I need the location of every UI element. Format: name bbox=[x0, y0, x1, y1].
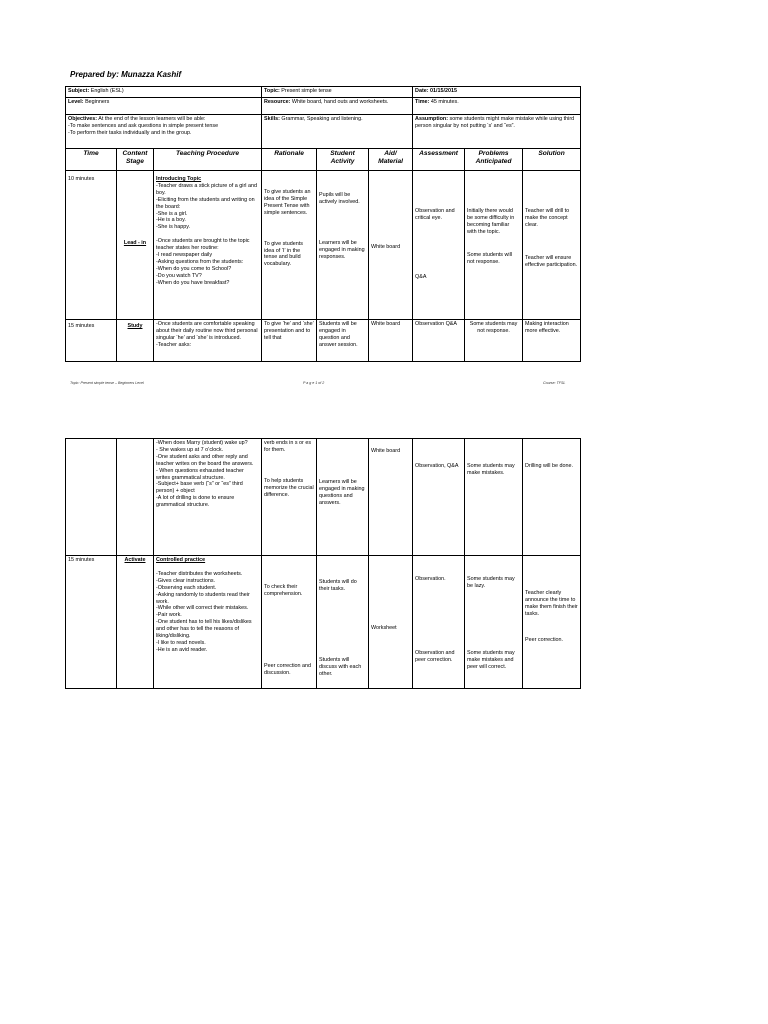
row2-procedure: -Once students are comfortable speaking about their daily routine now third personal singular ‘he’ and ‘she’ is introduced. -Teacher asks: bbox=[154, 320, 262, 362]
row4-activity: Students will do their tasks. Students will discuss with each other. bbox=[317, 556, 369, 689]
row3-assessment: Observation, Q&A bbox=[413, 439, 465, 556]
row2-solution: Making interaction more effective. bbox=[523, 320, 581, 362]
skills-cell: Skills: Grammar, Speaking and listening. bbox=[262, 115, 413, 149]
column-header-row bbox=[66, 149, 581, 171]
lesson-plan-table-page-2 bbox=[65, 438, 581, 689]
resource-cell: Resource: White board, hand outs and worksheets. bbox=[262, 98, 413, 115]
row1-rationale: To give students an idea of the Simple Present Tense with simple sentences. To give students idea of ‘I’ in the tense and build vocabulary. bbox=[262, 171, 317, 320]
row2-aid: White board bbox=[369, 320, 413, 362]
header-solution: Solution bbox=[523, 149, 581, 171]
row1-procedure: Introducing Topic -Teacher draws a stick picture of a girl and boy. -Eliciting from the students and writing on the board: -She is a girl. -He is a boy. -She is happy. -Once students are brought to the topic teacher states her routine: -I read newspaper daily -Asking questions from the students: -When do you come to School? -Do you watch TV? -When do you have breakfast? bbox=[154, 171, 262, 320]
row4-assessment: Observation. Observation and peer correction. bbox=[413, 556, 465, 689]
row4-solution: Teacher clearly announce the time to make them finish their tasks. Peer correction. bbox=[523, 556, 581, 689]
footer-page-number: P a g e 1 of 2 bbox=[303, 381, 325, 385]
row4-stage: Activate bbox=[117, 556, 154, 689]
row3-activity: Learners will be engaged in making questions and answers. bbox=[317, 439, 369, 556]
row1-stage: Lead - in bbox=[117, 171, 154, 320]
row1-problems: Initially there would be some difficulty in becoming familiar with the topic. Some students will not response. bbox=[465, 171, 523, 320]
row2-stage: Study bbox=[117, 320, 154, 362]
header-content-stage: Content Stage bbox=[117, 149, 154, 171]
table-row-study-continued bbox=[66, 439, 581, 556]
row4-time: 15 minutes bbox=[66, 556, 117, 689]
footer-course: Course: TFSL bbox=[543, 381, 566, 385]
assumption-cell: Assumption: some students might make mistake while using third person singular by not putting ‘s’ and “es”. bbox=[413, 115, 581, 149]
row1-time: 10 minutes bbox=[66, 171, 117, 320]
row4-aid: Worksheet bbox=[369, 556, 413, 689]
row3-aid: White board bbox=[369, 439, 413, 556]
date-cell: Date: 01/15/2015 bbox=[413, 87, 581, 98]
topic-cell: Topic: Present simple tense bbox=[262, 87, 413, 98]
row3-solution: Drilling will be done. bbox=[523, 439, 581, 556]
row3-procedure: -When does Marry (student) wake up? - She wakes up at 7 o’clock. -One student asks and other reply and teacher writes on the board the answers. - When questions exhausted teacher writes grammatical structure. -Subject+ base verb (“s” or “es” third person) + object -A lot of drilling is done to ensure grammatical structure. bbox=[154, 439, 262, 556]
row4-procedure: Controlled practice -Teacher distributes the worksheets. -Gives clear instructions. -Observing each student. -Asking randomly to students read their work. -While other will correct their mistakes. -Pair work. -One student has to tell his likes/dislikes and other has to tell the reasons of liking/disliking. -I like to read novels. -He is an avid reader. bbox=[154, 556, 262, 689]
table-row-activate bbox=[66, 556, 581, 689]
row3-time bbox=[66, 439, 117, 556]
lesson-plan-table-page-1 bbox=[65, 86, 581, 362]
prepared-by: Prepared by: Munazza Kashif bbox=[70, 70, 182, 79]
footer-topic: Topic: Present simple tense – Beginners Level bbox=[70, 381, 144, 385]
row2-time: 15 minutes bbox=[66, 320, 117, 362]
table-row-lead-in bbox=[66, 171, 581, 320]
subject-cell: Subject: English (ESL) bbox=[66, 87, 262, 98]
row2-problems: Some students may not response. bbox=[465, 320, 523, 362]
row1-solution: Teacher will drill to make the concept clear. Teacher will ensure effective participation. bbox=[523, 171, 581, 320]
row1-activity: Pupils will be actively involved. Learners will be engaged in making responses. bbox=[317, 171, 369, 320]
row3-problems: Some students may make mistakes. bbox=[465, 439, 523, 556]
row4-rationale: To check their comprehension. Peer correction and discussion. bbox=[262, 556, 317, 689]
header-aid-material: Aid/ Material bbox=[369, 149, 413, 171]
row1-aid: White board bbox=[369, 171, 413, 320]
header-assessment: Assessment bbox=[413, 149, 465, 171]
header-problems-anticipated: Problems Anticipated bbox=[465, 149, 523, 171]
header-rationale: Rationale bbox=[262, 149, 317, 171]
header-student-activity: Student Activity bbox=[317, 149, 369, 171]
level-cell: Level: Beginners bbox=[66, 98, 262, 115]
header-teaching-procedure: Teaching Procedure bbox=[154, 149, 262, 171]
table-row-study bbox=[66, 320, 581, 362]
row3-rationale: verb ends in s or es for them. To help students memorize the crucial difference. bbox=[262, 439, 317, 556]
row2-assessment: Observation Q&A bbox=[413, 320, 465, 362]
row2-activity: Students will be engaged in question and answer session. bbox=[317, 320, 369, 362]
row2-rationale: To give ‘he’ and ‘she’ presentation and to tell that bbox=[262, 320, 317, 362]
objectives-cell: Objectives: At the end of the lesson learners will be able: -To make sentences and ask questions in simple present tense -To perform their tasks individually and in the group. bbox=[66, 115, 262, 149]
row1-assessment: Observation and critical eye. Q&A bbox=[413, 171, 465, 320]
header-time: Time bbox=[66, 149, 117, 171]
row4-problems: Some students may be lazy. Some students may make mistakes and peer will correct. bbox=[465, 556, 523, 689]
time-cell: Time: 45 minutes. bbox=[413, 98, 581, 115]
row3-stage bbox=[117, 439, 154, 556]
